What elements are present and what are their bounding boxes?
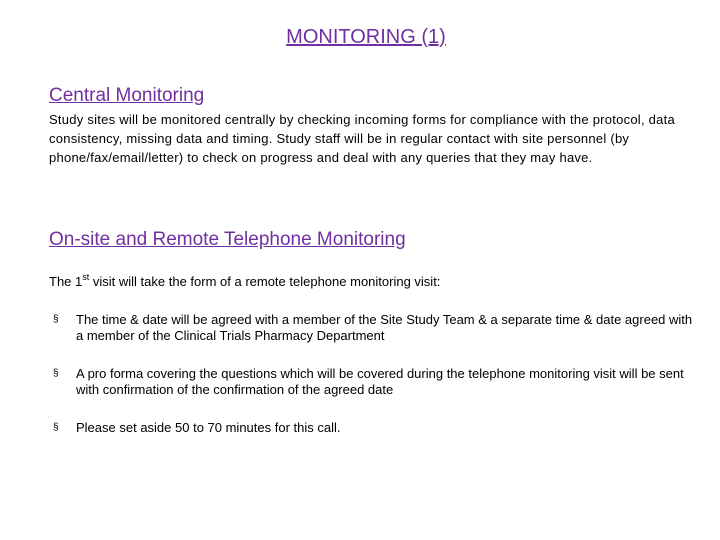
bullet-item-call-duration (49, 420, 699, 436)
intro-suffix: visit will take the form of a remote telephone monitoring visit: (89, 274, 441, 289)
onsite-monitoring-heading: On-site and Remote Telephone Monitoring (49, 229, 406, 250)
bullet-marker-icon: § (53, 314, 59, 325)
bullet-marker-icon: § (53, 422, 59, 433)
central-monitoring-body: Study sites will be monitored centrally by checking incoming forms for compliance with the protocol, data consistency, missing data and timing. Study staff will be in regular contact with site personnel (by phone/fax/email/letter) to check on progress and deal with any queries that they may have. (49, 112, 675, 165)
intro-superscript: st (82, 271, 90, 282)
onsite-bullet-list (49, 312, 699, 436)
slide-title: MONITORING (1) (286, 26, 446, 48)
bullet-item-pro-forma (49, 366, 699, 398)
bullet-text: Please set aside 50 to 70 minutes for this call. (76, 420, 341, 435)
bullet-text: The time & date will be agreed with a member of the Site Study Team & a separate time & date agreed with a member of the Clinical Trials Pharmacy Department (76, 312, 693, 343)
bullet-item-time-date (49, 312, 699, 344)
onsite-intro (49, 273, 699, 291)
bullet-marker-icon: § (53, 368, 59, 379)
central-monitoring-heading: Central Monitoring (49, 85, 205, 106)
intro-prefix: The 1 (49, 274, 83, 289)
bullet-text: A pro forma covering the questions which will be covered during the telephone monitoring visit will be sent with confirmation of the confirmation of the agreed date (76, 366, 684, 397)
